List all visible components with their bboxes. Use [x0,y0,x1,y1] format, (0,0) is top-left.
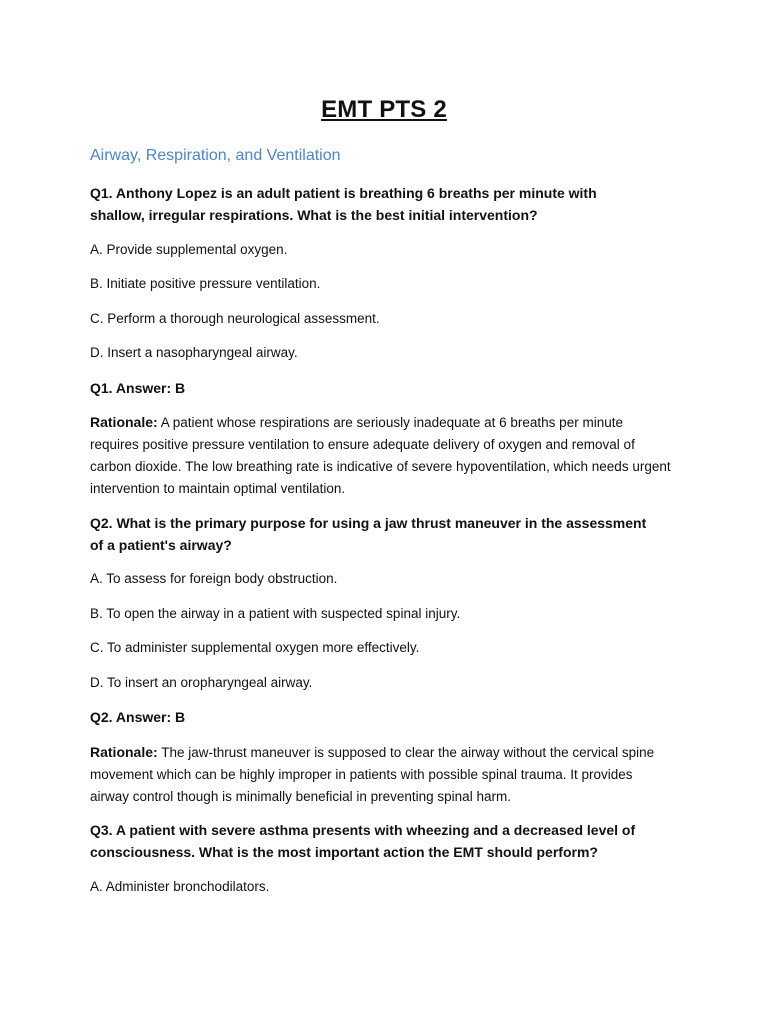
q1-rationale-label: Rationale: [90,414,158,430]
q1-rationale-text: A patient whose respirations are seriously inadequate at 6 breaths per minute requires positive pressure ventilation to ensure adequate delivery of oxygen and removal of carbon dioxide. The low breathing rate is indicative of severe hypoventilation, which needs urgent intervention to maintain optimal ventilation. [90,415,671,496]
q2-rationale-text: The jaw-thrust maneuver is supposed to clear the airway without the cervical spine movement which can be highly improper in patients with possible spinal trauma. It provides airway control though is minimally beneficial in preventing spinal harm. [90,745,655,804]
q2-option-a: A. To assess for foreign body obstruction. [90,571,338,586]
section-heading: Airway, Respiration, and Ventilation [90,147,341,164]
q2-rationale-label: Rationale: [90,744,158,760]
q1-answer: Q1. Answer: B [90,380,186,396]
q2-rationale [90,741,675,808]
question-1: Q1. Anthony Lopez is an adult patient is breathing 6 breaths per minute with shallow, irregular respirations. What is the best initial intervention? [90,185,597,223]
document-title: EMT PTS 2 [321,96,447,123]
q1-option-c: C. Perform a thorough neurological assessment. [90,311,380,326]
q1-option-a: A. Provide supplemental oxygen. [90,242,288,257]
q3-option-a: A. Administer bronchodilators. [90,879,270,894]
q1-rationale [90,411,675,500]
q1-option-d: D. Insert a nasopharyngeal airway. [90,345,298,360]
question-3: Q3. A patient with severe asthma presents with wheezing and a decreased level of consciousness. What is the most important action the EMT should perform? [90,822,636,860]
q2-answer: Q2. Answer: B [90,709,186,725]
q1-option-b: B. Initiate positive pressure ventilation. [90,276,321,291]
q2-option-d: D. To insert an oropharyngeal airway. [90,675,313,690]
q2-option-b: B. To open the airway in a patient with suspected spinal injury. [90,606,461,621]
question-2: Q2. What is the primary purpose for using a jaw thrust maneuver in the assessment of a patient's airway? [90,515,647,553]
q2-option-c: C. To administer supplemental oxygen more effectively. [90,640,420,655]
